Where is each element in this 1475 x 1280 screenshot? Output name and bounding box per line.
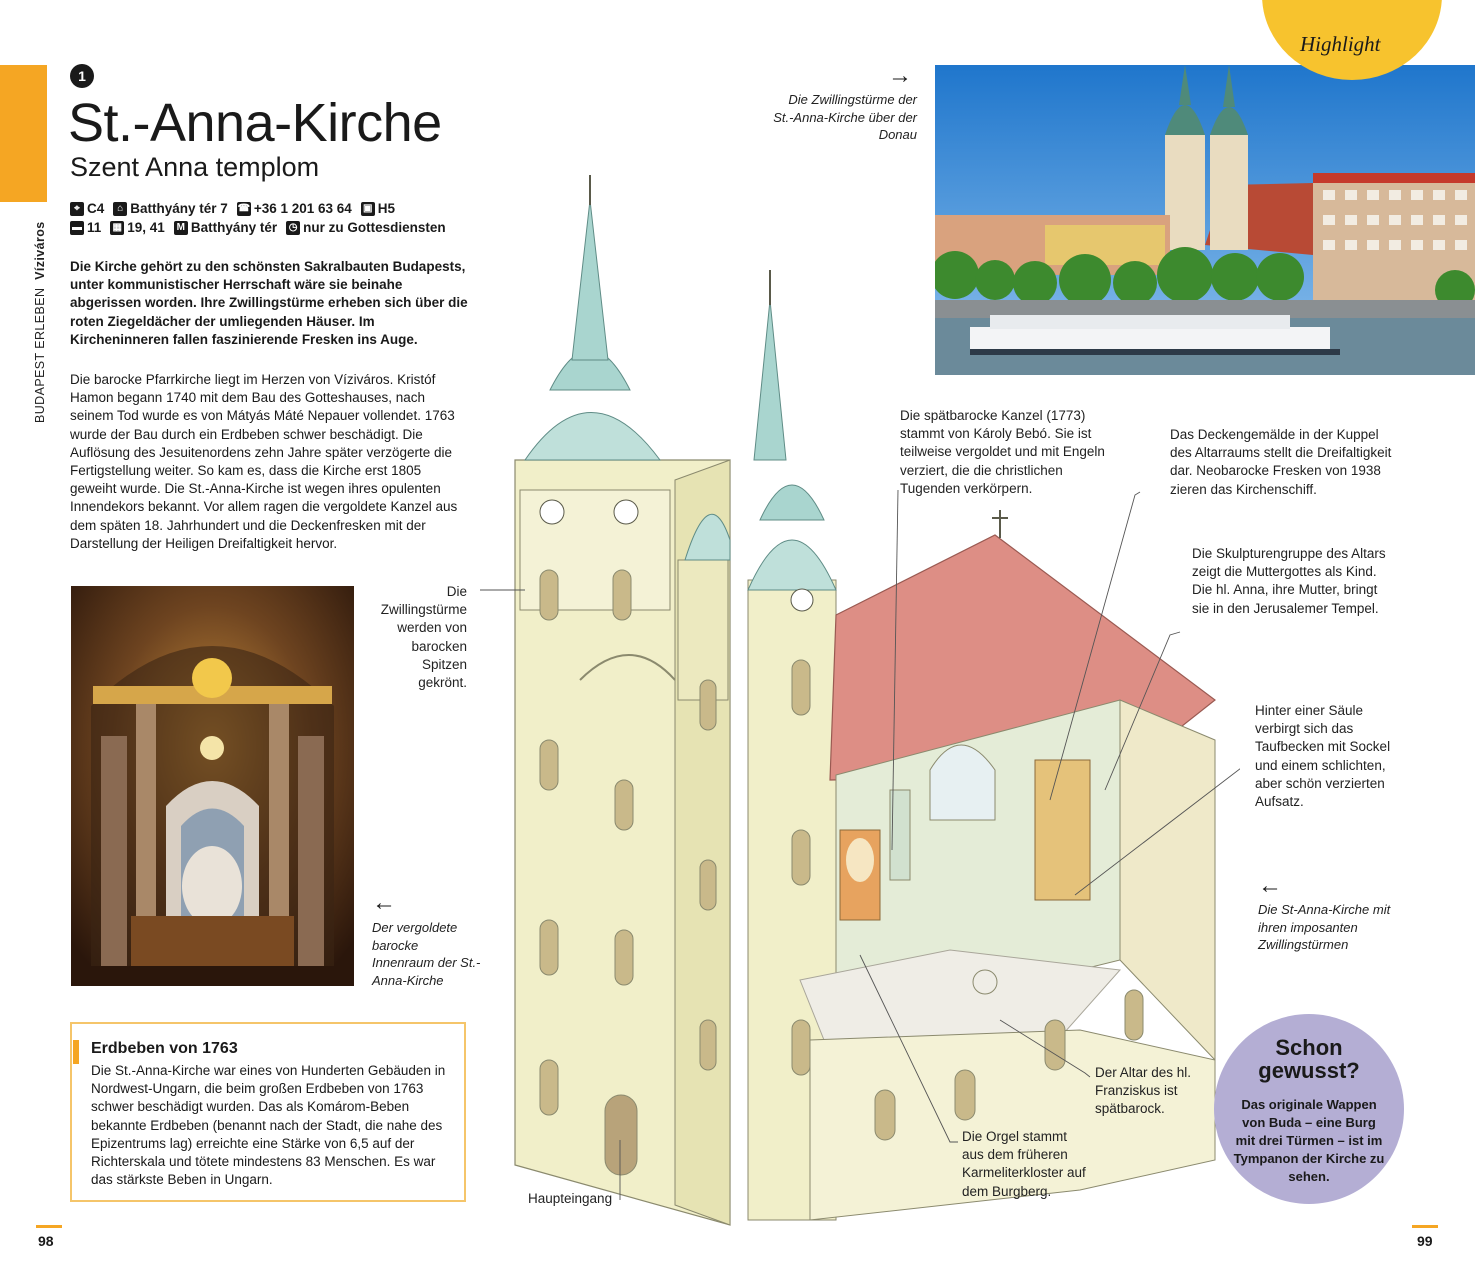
arrow-left-icon: ← xyxy=(1258,872,1282,899)
info-item xyxy=(237,201,352,216)
info-line-2 xyxy=(70,220,455,235)
page-number-right: 99 xyxy=(1417,1233,1433,1249)
phone-icon: ☎ xyxy=(237,203,251,214)
page-subtitle: Szent Anna templom xyxy=(70,152,320,182)
body-paragraph: Die barocke Pfarrkirche liegt im Herzen von Víziváros. Kristóf Hamon begann 1740 mit dem Bau des Gotteshauses, nach seinem Tod wurde es von Mátyás Máté Nepauer vollendet. 1763 wurde der Bau durch ein Erdbeben schwer beschädigt. Die Auflösung des Jesuitenordens zehn Jahre später verzögerte die Fertigstellung weiter. So kam es, dass die Kirche erst 1805 geweiht wurde. Die St.-Anna-Kirche ist wegen ihres opulenten Innendekors bekannt. Vor allem ragen die vergoldete Kanzel aus dem späten 18. Jahrhundert und die Deckenfresken mit der Darstellung der Heiligen Dreifaltigkeit hervor. xyxy=(70,372,458,551)
home-icon: ⌂ xyxy=(113,202,127,216)
interior-photo xyxy=(71,586,354,986)
intro-paragraph: Die Kirche gehört zu den schönsten Sakralbauten Budapests, unter kommunistischer Herrschaft wäre sie beinahe abgerissen worden. Ihre Zwillingstürme erheben sich über die roten Ziegeldächer der umliegenden Häuser. Im Kircheninneren fallen faszinierende Fresken ins Auge. xyxy=(70,259,468,347)
did-you-know-text: Das originale Wappen von Buda – eine Burg mit drei Türmen – ist im Tympanon der Kirche zu sehen. xyxy=(1233,1097,1385,1184)
info-item xyxy=(286,220,446,235)
map-pin-icon: ⌖ xyxy=(70,202,84,216)
did-you-know-title-line-1: Schon xyxy=(1275,1035,1343,1060)
page-number-left: 98 xyxy=(38,1233,54,1249)
info-item-text: 19, 41 xyxy=(127,220,165,235)
danube-photo-caption: Die Zwillingstürme der St.-Anna-Kirche über der Donau xyxy=(773,92,917,142)
info-item xyxy=(361,201,395,216)
page-number-rule-right xyxy=(1412,1225,1438,1228)
info-item-text: Batthyány tér 7 xyxy=(130,201,228,216)
trolley-icon: ▦ xyxy=(110,221,124,235)
running-header xyxy=(33,221,47,423)
running-header-prefix: BUDAPEST ERLEBEN xyxy=(33,287,47,423)
info-item xyxy=(174,220,277,235)
did-you-know-title xyxy=(1214,1036,1404,1082)
info-item xyxy=(110,220,165,235)
info-item xyxy=(70,201,104,216)
bus-icon: ▬ xyxy=(72,222,82,233)
earthquake-title: Erdbeben von 1763 xyxy=(91,1040,238,1057)
chapter-tab xyxy=(0,65,47,202)
running-header-section: Víziváros xyxy=(33,221,47,280)
tram-icon: ▣ xyxy=(361,202,375,216)
interior-photo-caption: Der vergoldete barocke Innenraum der St.-Anna-Kirche xyxy=(372,920,481,988)
callout-entrance: Haupteingang xyxy=(528,1191,613,1206)
info-item-text: H5 xyxy=(377,201,396,216)
info-item-text: C4 xyxy=(87,201,105,216)
info-item-text: Batthyány tér xyxy=(190,220,278,235)
highlight-label: Highlight xyxy=(1300,32,1381,56)
callout-sculpture: Die Skulpturengruppe des Altars zeigt die Muttergottes als Kind. Die hl. Anna, ihre Mutter, bringt sie in den Jerusalemer Tempel. xyxy=(1192,546,1386,616)
earthquake-accent-bar xyxy=(73,1040,79,1064)
arrow-right-icon: → xyxy=(888,62,912,89)
info-item xyxy=(113,201,228,216)
clock-icon: ◷ xyxy=(286,221,300,235)
entry-number-badge: 1 xyxy=(70,64,94,88)
callout-kanzel: Die spätbarocke Kanzel (1773) stammt von Károly Bebó. Sie ist teilweise vergoldet und mit Engeln verziert, die die christlichen Tugenden verkörpern. xyxy=(900,408,1105,496)
page-title: St.-Anna-Kirche xyxy=(68,93,442,153)
callout-ceiling: Das Deckengemälde in der Kuppel des Altarraums stellt die Dreifaltigkeit dar. Neobarocke Fresken von 1938 zieren das Kirchenschiff. xyxy=(1170,427,1392,497)
info-item-text: +36 1 201 63 64 xyxy=(253,201,352,216)
callout-towers: Die Zwillingstürme werden von barocken Spitzen gekrönt. xyxy=(380,584,467,691)
info-item-text: nur zu Gottesdiensten xyxy=(303,220,446,235)
page-number-rule-left xyxy=(36,1225,62,1228)
arrow-left-icon: ← xyxy=(372,889,396,916)
did-you-know-title-line-2: gewusst? xyxy=(1258,1058,1360,1083)
callout-organ: Die Orgel stammt aus dem früheren Karmeliterkloster auf dem Burgberg. xyxy=(962,1129,1086,1199)
illustration-caption: Die St-Anna-Kirche mit ihren imposanten Zwillingstürmen xyxy=(1258,902,1391,952)
info-item-text: 11 xyxy=(87,220,102,235)
callout-font: Hinter einer Säule verbirgt sich das Taufbecken mit Sockel und einem schlichten, aber schön verzierten Aufsatz. xyxy=(1255,703,1391,810)
metro-icon: M xyxy=(174,221,188,235)
info-item xyxy=(70,220,101,235)
earthquake-text: Die St.-Anna-Kirche war eines von Hunderten Gebäuden in Nordwest-Ungarn, die beim großen Erdbeben von 1763 schwer beschädigt wurden. Das als Komárom-Beben bekannte Erdbeben (benannt nach der Stadt, die nahe des Epizentrums lag) erreichte eine Stärke von 6,5 auf der Richterskala und tötete mindestens 83 Menschen. Es war das stärkste Beben in Ungarn. xyxy=(91,1063,446,1188)
left-towers-section xyxy=(515,175,730,1225)
info-line-1 xyxy=(70,201,404,216)
callout-altar: Der Altar des hl. Franziskus ist spätbarock. xyxy=(1095,1065,1192,1117)
